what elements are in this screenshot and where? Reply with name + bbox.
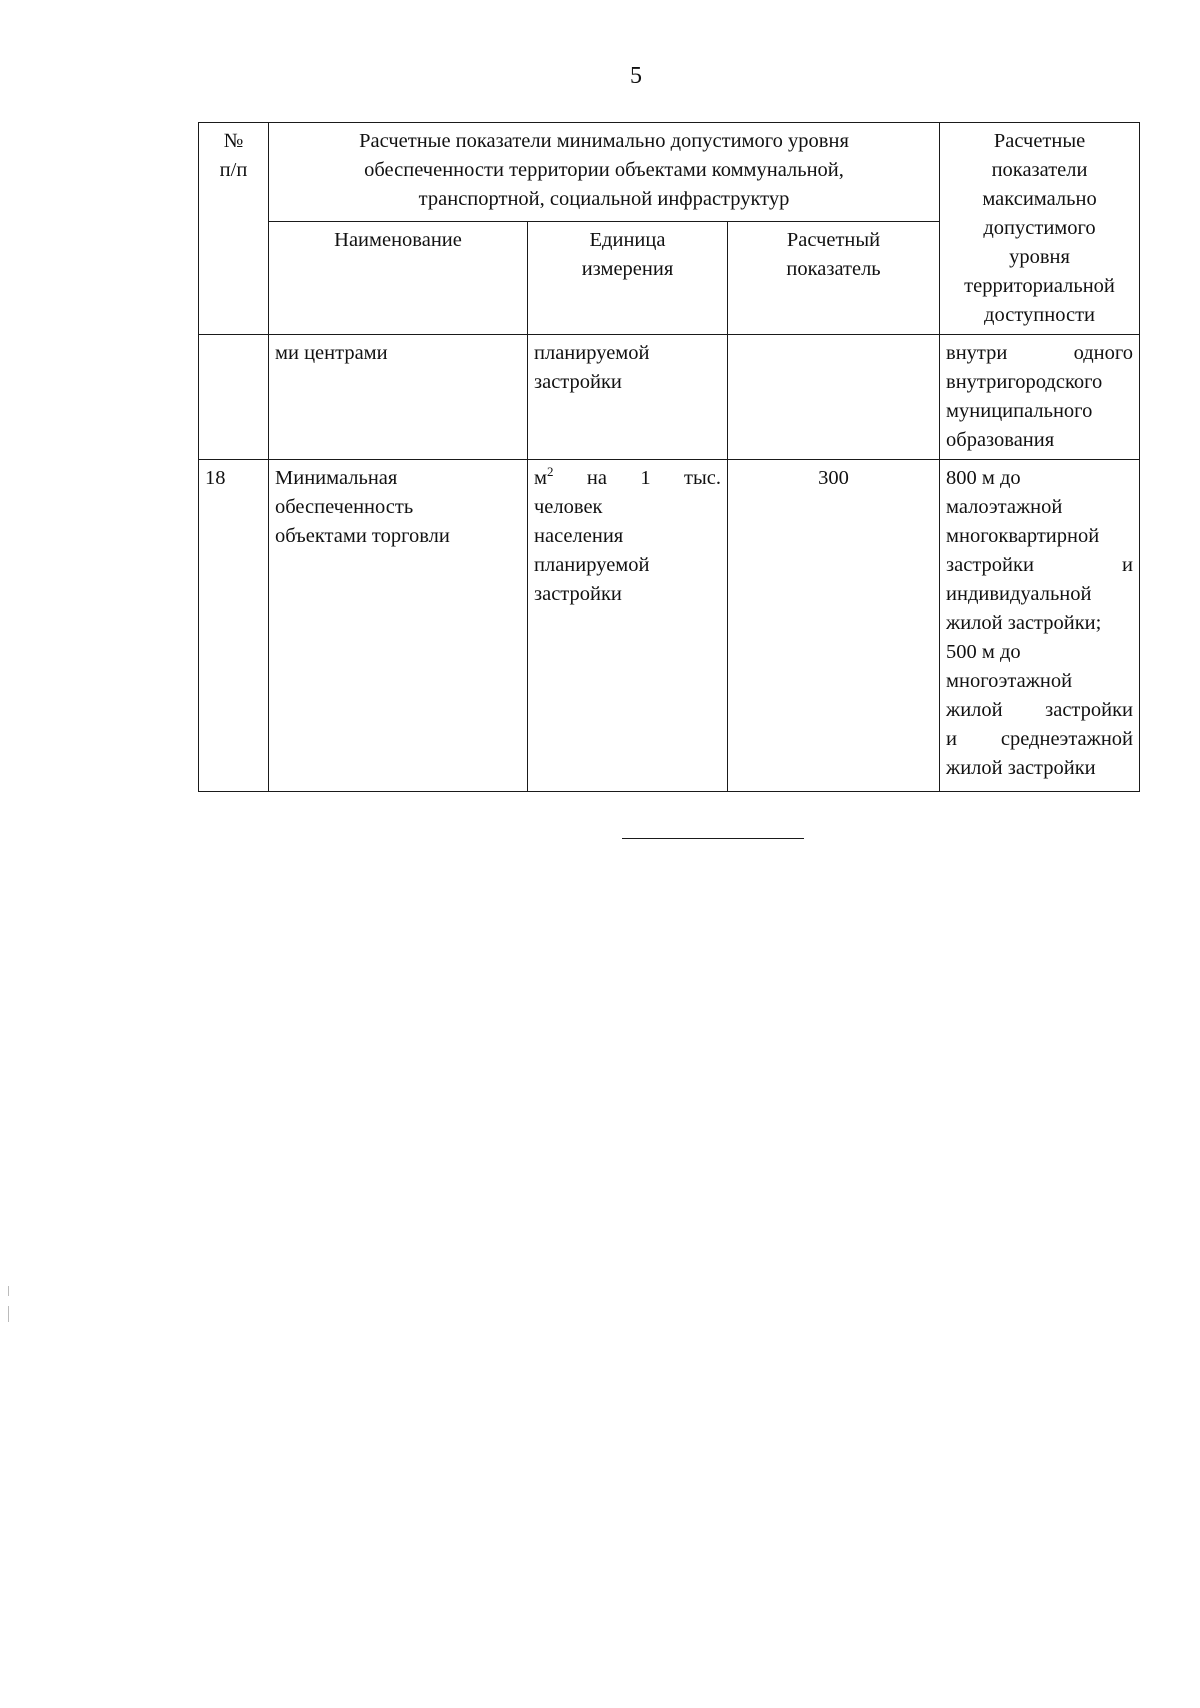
header-max-line: территориальной	[964, 275, 1115, 297]
header-max-cell	[940, 123, 1140, 335]
row-unit-line: застройки	[534, 583, 622, 605]
table-header-row	[199, 123, 1140, 222]
header-max-line: уровня	[1009, 246, 1070, 268]
row-name-line: ми центрами	[275, 342, 388, 364]
row-max-line: многоэтажной	[946, 670, 1073, 692]
row-name-line: обеспеченность	[275, 496, 414, 518]
header-max-line: максимально	[982, 188, 1097, 210]
header-unit-line: измерения	[581, 257, 674, 280]
row-max-line: жилой застройки	[946, 757, 1096, 779]
header-max-line: Расчетные	[993, 130, 1086, 152]
header-name: Наименование	[334, 228, 462, 251]
header-name-cell	[269, 221, 528, 334]
row-name-line: объектами торговли	[275, 525, 450, 547]
row-unit-line: застройки	[534, 371, 622, 393]
row-unit-first-line	[534, 464, 721, 493]
row-num-cell	[199, 335, 269, 460]
unit-m-superscript: 2	[546, 464, 554, 480]
row-max-cell	[940, 335, 1140, 460]
row-max-line: внутригородского	[946, 371, 1103, 393]
row-unit-line: планируемой	[534, 342, 650, 364]
row-unit-line: планируемой	[534, 554, 650, 576]
row-max-line: малоэтажной	[946, 496, 1063, 518]
header-max-line: допустимого	[983, 217, 1096, 239]
row-max-line: 800 м до	[946, 467, 1021, 489]
indicators-table	[198, 122, 1140, 792]
header-group-title	[269, 123, 940, 222]
header-num-line: п/п	[219, 159, 248, 181]
end-of-document-rule	[622, 838, 804, 839]
row-num-cell: 18	[199, 460, 269, 792]
row-unit-line: человек	[534, 496, 603, 518]
row-max-line: жилой застройки;	[946, 612, 1102, 634]
row-max-line: муниципального	[946, 400, 1093, 422]
header-group-line: транспортной, социальной инфраструктур	[418, 188, 790, 210]
unit-m: м	[534, 467, 547, 489]
header-max-line: доступности	[984, 304, 1096, 326]
row-max-line: многоквартирной	[946, 525, 1100, 547]
scan-margin-mark	[8, 1306, 9, 1322]
header-num-cell	[199, 123, 269, 335]
row-max-line: индивидуальной	[946, 583, 1092, 605]
header-calc-cell	[728, 221, 940, 334]
header-calc-line: Расчетный	[786, 228, 881, 251]
row-name-line: Минимальная	[275, 467, 398, 489]
header-unit-line: Единица	[589, 228, 666, 251]
row-max-line: 500 м до	[946, 641, 1021, 663]
table-row	[199, 335, 1140, 460]
row-unit-cell	[528, 460, 728, 792]
row-name-cell	[269, 335, 528, 460]
unit-per-thousand: на 1 тыс.	[586, 467, 722, 489]
header-calc-line: показатель	[786, 257, 881, 280]
header-num-line: №	[223, 130, 244, 152]
row-max-line: застройки и	[946, 554, 1134, 576]
header-group-line: обеспеченности территории объектами коммунальной,	[364, 159, 844, 181]
page-number: 5	[630, 63, 642, 89]
row-unit-line: населения	[534, 525, 624, 547]
header-unit-cell	[528, 221, 728, 334]
header-group-line: Расчетные показатели минимально допустимого уровня	[359, 130, 849, 152]
row-max-line: образования	[946, 429, 1055, 451]
row-name-cell	[269, 460, 528, 792]
row-unit-cell	[528, 335, 728, 460]
row-calc-cell	[728, 335, 940, 460]
row-max-line: внутри одного	[946, 342, 1134, 364]
row-max-line: и среднеэтажной	[946, 728, 1134, 750]
header-max-line: показатели	[991, 159, 1088, 181]
scan-margin-mark	[8, 1286, 9, 1296]
row-calc-cell: 300	[728, 460, 940, 792]
row-max-line: жилой застройки	[946, 699, 1134, 721]
table-row	[199, 460, 1140, 792]
row-max-cell	[940, 460, 1140, 792]
